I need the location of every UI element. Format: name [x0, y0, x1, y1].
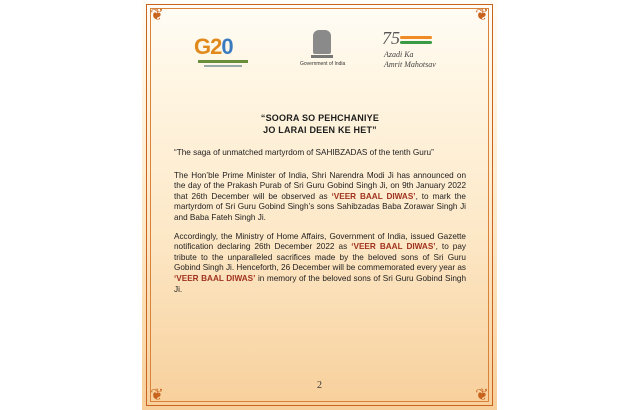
azadi-ka-amrit-mahotsav-logo	[382, 28, 452, 74]
document-heading	[174, 112, 466, 136]
corner-ornament-icon: ❦	[150, 385, 164, 404]
heading-line-2: JO LARAI DEEN KE HET”	[263, 125, 377, 135]
azadi-logo-line1: Azadi Ka	[384, 50, 414, 59]
subtitle-paragraph: “The saga of unmatched martyrdom of SAHIBZADAS of the tenth Guru”	[174, 148, 434, 157]
veer-baal-diwas-highlight: ‘VEER BAAL DIWAS’	[351, 242, 436, 252]
azadi-logo-line2: Amrit Mahotsav	[384, 60, 436, 69]
heading-line-1: “SOORA SO PEHCHANIYE	[260, 113, 380, 123]
lion-capital-icon	[313, 30, 331, 54]
document-page	[142, 0, 497, 410]
national-emblem-logo	[300, 28, 344, 74]
veer-baal-diwas-highlight: ‘VEER BAAL DIWAS’	[174, 273, 256, 283]
corner-ornament-icon: ❦	[475, 5, 489, 24]
corner-ornament-icon: ❦	[475, 385, 489, 404]
emblem-caption: Government of India	[300, 61, 346, 67]
g20-logo-text: G20	[194, 34, 233, 59]
corner-ornament-icon: ❦	[150, 5, 164, 24]
azadi-logo-number: 75	[382, 28, 400, 48]
announcement-paragraph: The Hon’ble Prime Minister of India, Shri Narendra Modi Ji has announced on the day of the Prakash Purab of Sri Guru Gobind Singh Ji, on 9th January 2022 that 26th December will be observed as ‘VEER BAAL DIWAS’, to mark the martyrdom of Sri Guru Gobind Singh’s sons Sahibzadas Baba Zorawar Singh Ji and Baba Fateh Singh Ji.	[174, 170, 466, 222]
g20-logo	[194, 28, 262, 74]
document-content	[174, 112, 466, 295]
gazette-paragraph: Accordingly, the Ministry of Home Affairs, Government of India, issued Gazette notification declaring 26th December 2022 as ‘VEER BAAL DIWAS’, to pay tribute to the unparalleled sacrifices made by the beloved sons of Sri Guru Gobind Singh Ji. Henceforth, 26 December will be commemorated every year as ‘VEER BAAL DIWAS’ in memory of the beloved sons of Sri Guru Gobind Singh Ji.	[174, 231, 466, 294]
page-number: 2	[317, 380, 322, 391]
logo-bar	[142, 28, 497, 74]
veer-baal-diwas-highlight: ‘VEER BAAL DIWAS’	[331, 191, 416, 201]
